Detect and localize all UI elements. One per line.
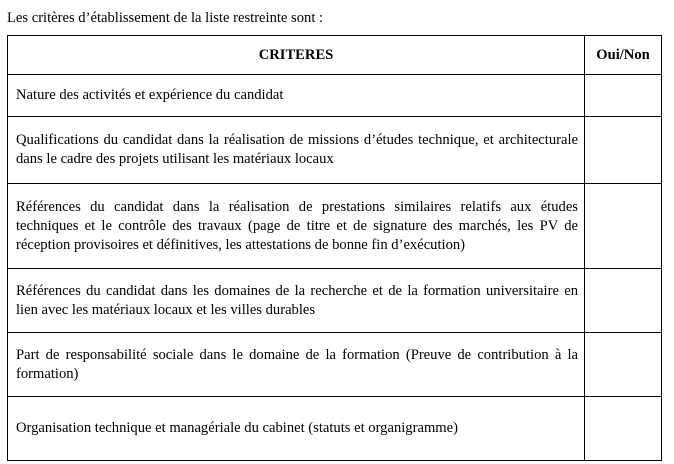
criterion-text: Nature des activités et expérience du candidat [16,87,284,103]
answer-cell [585,117,662,184]
table-row [8,117,662,184]
criterion-text: Qualifications du candidat dans la réalisation de missions d’études technique, et architecturale dans le cadre des projets utilisant les matériaux locaux [16,132,578,167]
answer-cell [585,184,662,269]
table-row [8,397,662,461]
table-row [8,75,662,117]
criterion-text: Références du candidat dans les domaines de la recherche et de la formation universitaire en lien avec les matériaux locaux et les villes durables [16,282,578,318]
criteria-table [7,35,662,461]
table-header-row [8,36,662,75]
table-row [8,184,662,269]
answer-cell [585,75,662,117]
criterion-text: Références du candidat dans la réalisation de prestations similaires relatifs aux études techniques et le contrôle des travaux (page de titre et de signature des marchés, les PV de réception provisoires et définitives, les attestations de bonne fin d’exécution) [16,198,578,253]
intro-text: Les critères d’établissement de la liste restreinte sont : [7,10,324,26]
table-row [8,269,662,333]
criterion-text: Organisation technique et managériale du cabinet (statuts et organigramme) [16,420,458,436]
answer-cell [585,397,662,461]
header-criteres: CRITERES [8,36,585,75]
criterion-text: Part de responsabilité sociale dans le domaine de la formation (Preuve de contribution à la formation) [16,346,578,382]
header-oui-non: Oui/Non [585,36,662,75]
answer-cell [585,269,662,333]
answer-cell [585,333,662,397]
table-row [8,333,662,397]
